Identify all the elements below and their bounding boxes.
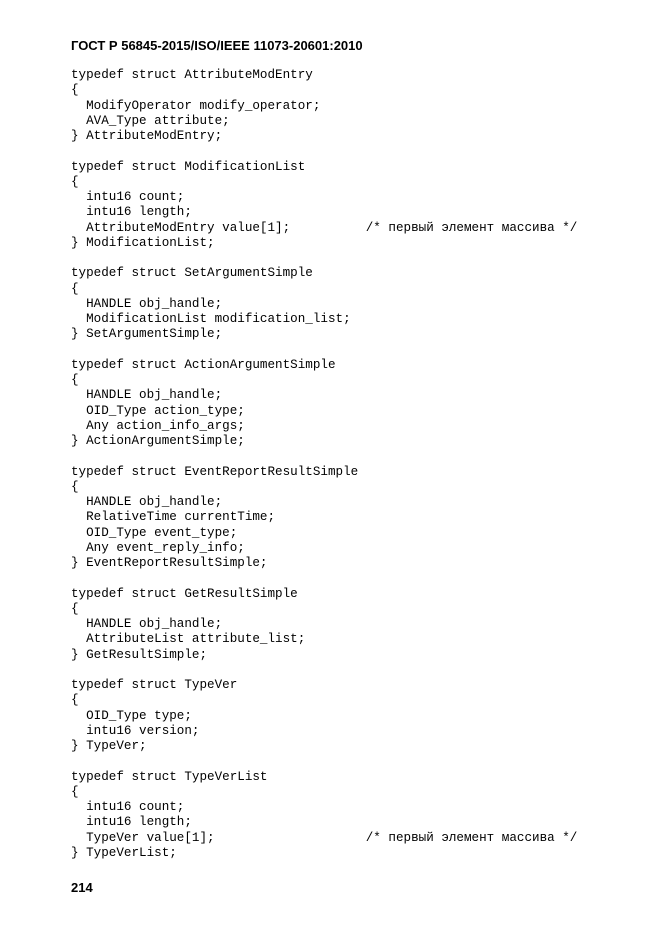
code-line: intu16 count; bbox=[71, 800, 185, 814]
code-line: { bbox=[71, 281, 79, 296]
code-line bbox=[71, 571, 631, 586]
code-line: typedef struct GetResultSimple bbox=[71, 586, 298, 601]
page-number: 214 bbox=[71, 880, 93, 895]
code-line: { bbox=[71, 479, 79, 494]
code-line bbox=[71, 343, 631, 358]
code-line: { bbox=[71, 174, 79, 189]
code-line: OID_Type event_type; bbox=[71, 525, 238, 540]
code-line: OID_Type action_type; bbox=[71, 403, 245, 418]
code-line: HANDLE obj_handle; bbox=[71, 617, 223, 631]
code-line: HANDLE obj_handle; bbox=[71, 388, 223, 403]
code-line: typedef struct ActionArgumentSimple bbox=[71, 357, 336, 372]
code-line: { bbox=[71, 373, 79, 387]
code-line: } TypeVerList; bbox=[71, 845, 177, 860]
code-line: } ModificationList; bbox=[71, 235, 215, 250]
code-line: typedef struct TypeVer bbox=[71, 678, 238, 692]
code-line: } EventReportResultSimple; bbox=[71, 556, 268, 570]
code-line bbox=[71, 251, 631, 266]
code-line: TypeVer value[1]; /* первый элемент массива */ bbox=[71, 830, 578, 845]
code-line: typedef struct SetArgumentSimple bbox=[71, 266, 313, 281]
code-line: intu16 count; bbox=[71, 190, 185, 204]
code-line: typedef struct AttributeModEntry bbox=[71, 68, 313, 82]
code-line: { bbox=[71, 601, 79, 616]
code-line: HANDLE obj_handle; bbox=[71, 495, 223, 509]
code-line: OID_Type type; bbox=[71, 708, 192, 723]
code-line: AttributeList attribute_list; bbox=[71, 632, 306, 647]
code-line: ModificationList modification_list; bbox=[71, 312, 351, 326]
code-line bbox=[71, 663, 631, 678]
code-line: Any action_info_args; bbox=[71, 418, 245, 433]
code-line: typedef struct EventReportResultSimple bbox=[71, 464, 359, 479]
code-line: intu16 length; bbox=[71, 815, 192, 830]
code-line bbox=[71, 144, 631, 159]
code-line: { bbox=[71, 693, 79, 708]
code-line: HANDLE obj_handle; bbox=[71, 296, 223, 311]
code-line: typedef struct TypeVerList bbox=[71, 769, 268, 784]
code-line: } TypeVer; bbox=[71, 739, 147, 753]
page-header: ГОСТ Р 56845-2015/ISO/IEEE 11073-20601:2010 bbox=[71, 38, 363, 53]
code-line: { bbox=[71, 784, 79, 799]
code-line: intu16 version; bbox=[71, 723, 200, 738]
code-line bbox=[71, 754, 631, 769]
code-line: RelativeTime currentTime; bbox=[71, 510, 276, 525]
code-line: } AttributeModEntry; bbox=[71, 129, 223, 143]
code-line: AVA_Type attribute; bbox=[71, 113, 230, 128]
code-line bbox=[71, 449, 631, 464]
code-listing bbox=[71, 68, 631, 861]
code-line: } GetResultSimple; bbox=[71, 647, 208, 662]
code-line: } SetArgumentSimple; bbox=[71, 327, 223, 342]
code-line: ModifyOperator modify_operator; bbox=[71, 98, 321, 113]
code-line: } ActionArgumentSimple; bbox=[71, 434, 245, 448]
code-line: typedef struct ModificationList bbox=[71, 159, 306, 174]
code-line: intu16 length; bbox=[71, 205, 192, 220]
code-line: { bbox=[71, 83, 79, 98]
code-line: AttributeModEntry value[1]; /* первый элемент массива */ bbox=[71, 220, 578, 235]
code-line: Any event_reply_info; bbox=[71, 540, 245, 555]
